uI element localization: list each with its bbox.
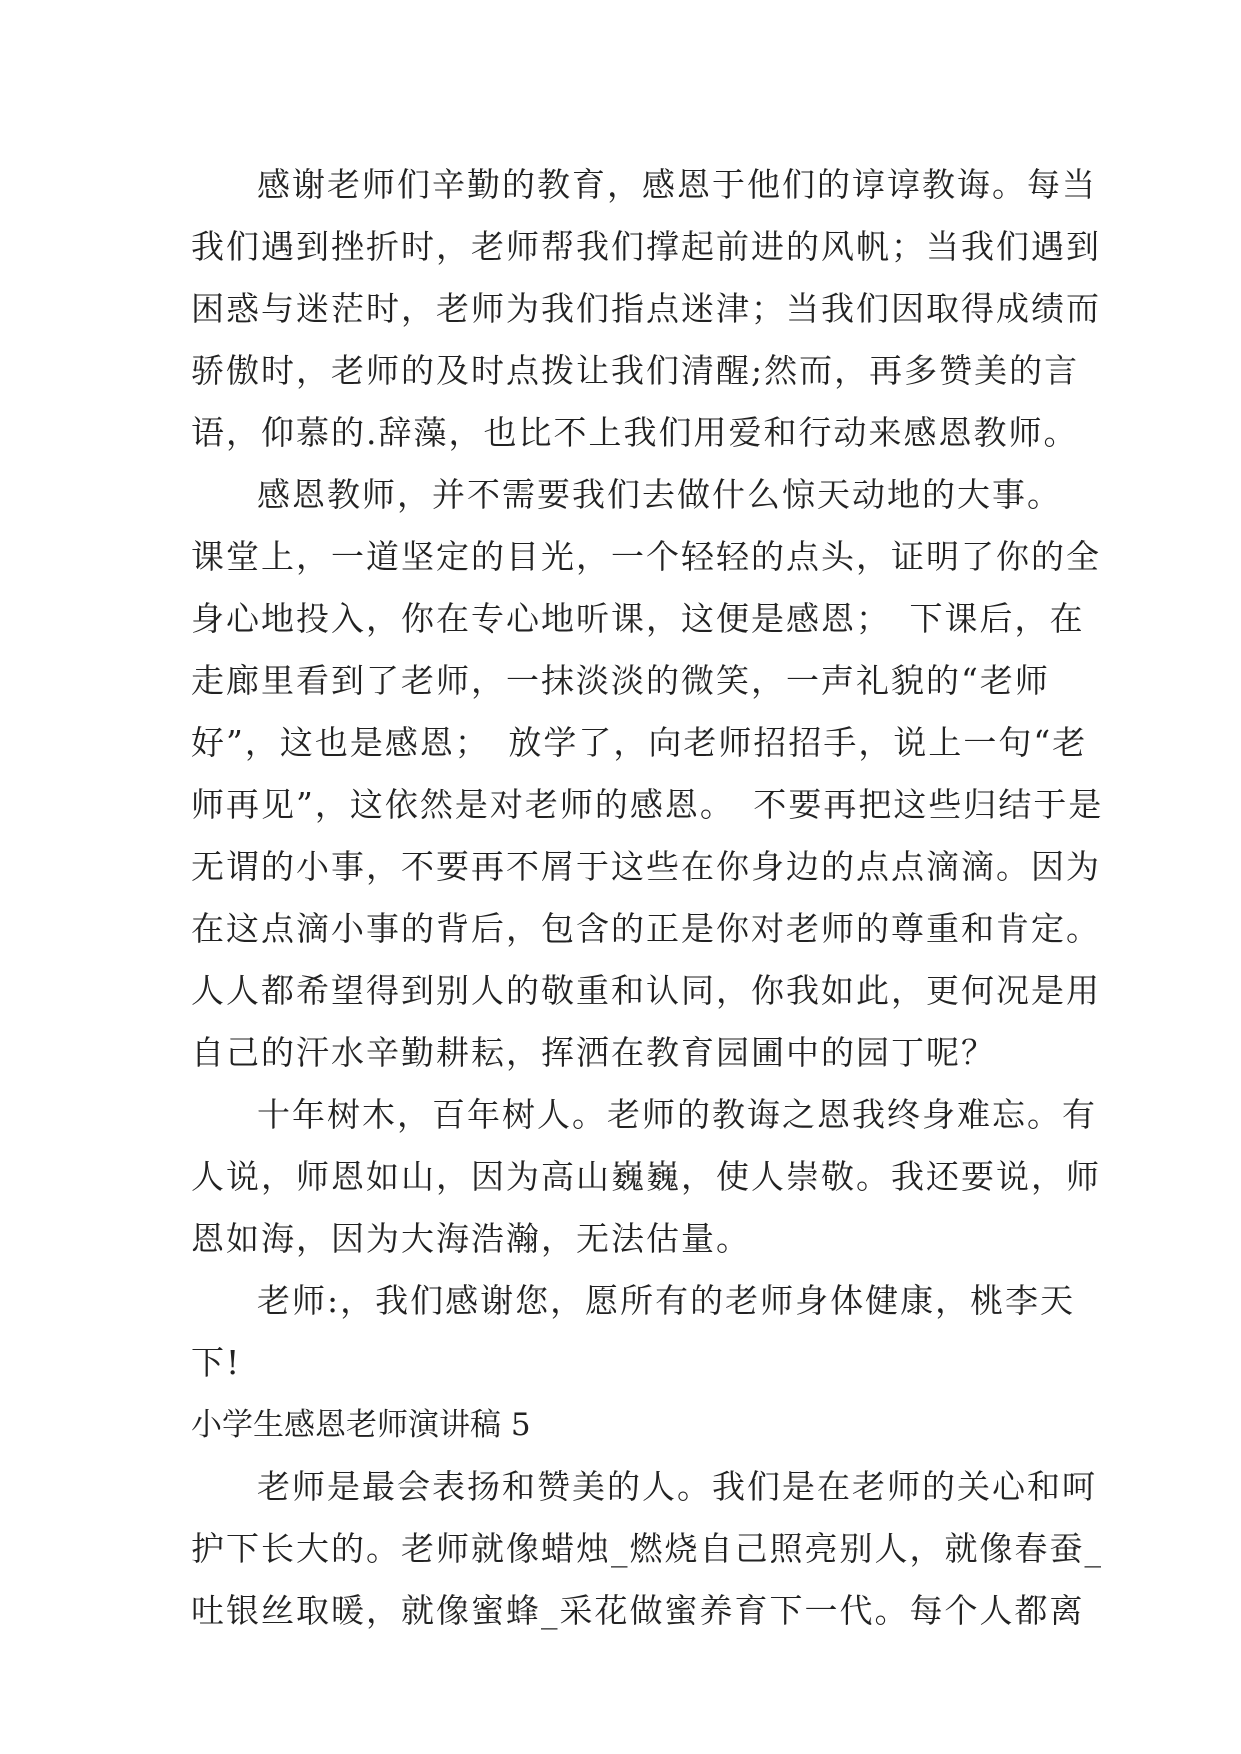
text-line: 自己的汗水辛勤耕耘，挥洒在教育园圃中的园丁呢？ xyxy=(191,1033,996,1072)
text-line: 我们遇到挫折时，老师帮我们撑起前进的风帆；当我们遇到 xyxy=(191,227,1101,266)
paragraph-gratitude-intro xyxy=(191,154,1101,464)
text-line: 下! xyxy=(191,1343,242,1382)
text-line: 老师是最会表扬和赞美的人。我们是在老师的关心和呵 xyxy=(257,1467,1097,1506)
text-line: 老师:，我们感谢您，愿所有的老师身体健康，桃李天 xyxy=(257,1281,1076,1320)
text-line: 好”，这也是感恩； 放学了，向老师招招手，说上一句“老 xyxy=(191,723,1088,762)
text-line: 人人都希望得到别人的敬重和认同，你我如此，更何况是用 xyxy=(191,971,1101,1010)
text-line: 骄傲时，老师的及时点拨让我们清醒;然而，再多赞美的言 xyxy=(191,351,1080,390)
paragraph-closing-wish xyxy=(191,1270,1076,1394)
document-body xyxy=(191,154,1104,1642)
paragraph-speech-five xyxy=(191,1456,1103,1642)
paragraph-teacher-kindness xyxy=(191,1084,1101,1270)
text-line: 吐银丝取暖，就像蜜蜂_采花做蜜养育下一代。每个人都离 xyxy=(191,1591,1085,1630)
text-line: 人说，师恩如山，因为高山巍巍，使人崇敬。我还要说，师 xyxy=(191,1157,1101,1196)
text-line: 困惑与迷茫时，老师为我们指点迷津；当我们因取得成绩而 xyxy=(191,289,1101,328)
text-line: 在这点滴小事的背后，包含的正是你对老师的尊重和肯定。 xyxy=(191,909,1101,948)
text-line: 课堂上，一道坚定的目光，一个轻轻的点头，证明了你的全 xyxy=(191,537,1101,576)
text-line: 无谓的小事，不要再不屑于这些在你身边的点点滴滴。因为 xyxy=(191,847,1101,886)
text-line: 师再见”，这依然是对老师的感恩。 不要再把这些归结于是 xyxy=(191,785,1104,824)
text-line: 恩如海，因为大海浩瀚，无法估量。 xyxy=(191,1219,751,1258)
text-line: 走廊里看到了老师，一抹淡淡的微笑，一声礼貌的“老师 xyxy=(191,661,1050,700)
paragraph-small-gestures xyxy=(191,464,1104,1084)
text-line: 十年树木，百年树人。老师的教诲之恩我终身难忘。有 xyxy=(257,1095,1097,1134)
text-line: 护下长大的。老师就像蜡烛_燃烧自己照亮别人，就像春蚕_ xyxy=(191,1529,1103,1568)
text-line: 身心地投入，你在专心地听课，这便是感恩； 下课后，在 xyxy=(191,599,1085,638)
text-line: 感谢老师们辛勤的教育，感恩于他们的谆谆教诲。每当 xyxy=(257,165,1097,204)
text-line: 感恩教师，并不需要我们去做什么惊天动地的大事。 xyxy=(257,475,1062,514)
text-line: 语，仰慕的.辞藻，也比不上我们用爱和行动来感恩教师。 xyxy=(191,413,1079,452)
section-heading: 小学生感恩老师演讲稿 5 xyxy=(191,1407,531,1443)
